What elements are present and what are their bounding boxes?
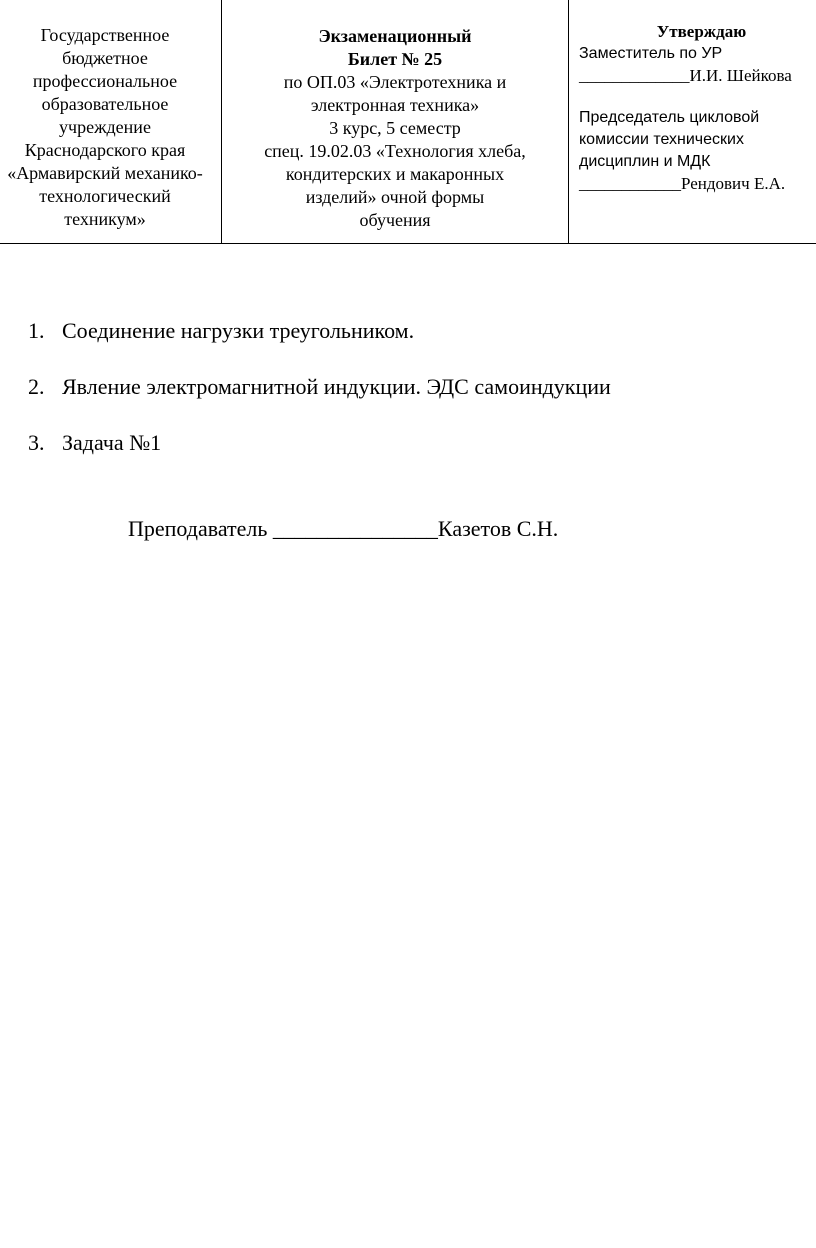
institution-line: учреждение <box>59 117 151 137</box>
institution-name <box>0 24 222 231</box>
approval-spacer <box>579 87 816 107</box>
question-number: 2. <box>28 374 45 399</box>
institution-line: технологический <box>39 186 171 206</box>
ticket-line: электронная техника» <box>310 95 480 115</box>
ticket-line: изделий» очной формы <box>305 187 485 207</box>
list-item <box>28 372 611 402</box>
approval-title: Утверждаю <box>656 22 747 41</box>
ticket-line: спец. 19.02.03 «Технология хлеба, <box>264 141 526 161</box>
chair-line: Председатель цикловой <box>579 109 760 126</box>
deputy-signature-line: _____________И.И. Шейкова <box>579 66 792 85</box>
ticket-cell <box>222 0 569 244</box>
institution-line: Государственное <box>40 25 170 45</box>
deputy-position: Заместитель по УР <box>579 45 723 62</box>
ticket-header-table <box>0 0 816 244</box>
approval-cell <box>569 0 816 244</box>
ticket-title: Экзаменационный <box>318 26 472 46</box>
ticket-info <box>222 25 568 232</box>
institution-line: техникум» <box>64 209 146 229</box>
chair-line: комиссии технических <box>579 131 744 148</box>
question-number: 3. <box>28 430 45 455</box>
question-text: Соединение нагрузки треугольником. <box>62 318 415 343</box>
approval-block <box>579 21 816 195</box>
teacher-signature-line: Преподаватель _______________Казетов С.Н. <box>128 516 559 541</box>
question-number: 1. <box>28 318 45 343</box>
ticket-line: по ОП.03 «Электротехника и <box>283 72 507 92</box>
ticket-line: обучения <box>359 210 431 230</box>
ticket-line: 3 курс, 5 семестр <box>329 118 461 138</box>
institution-line: Краснодарского края <box>24 140 186 160</box>
chair-line: дисциплин и МДК <box>579 153 711 170</box>
institution-cell <box>0 0 222 244</box>
ticket-line: кондитерских и макаронных <box>285 164 505 184</box>
question-list <box>28 316 611 484</box>
institution-line: образовательное <box>41 94 169 114</box>
question-text: Явление электромагнитной индукции. ЭДС самоиндукции <box>62 374 611 399</box>
institution-line: «Армавирский механико- <box>7 163 203 183</box>
institution-line: профессиональное <box>32 71 178 91</box>
chair-signature-line: ____________Рендович Е.А. <box>579 174 786 193</box>
list-item <box>28 316 611 346</box>
institution-line: бюджетное <box>62 48 148 68</box>
question-text: Задача №1 <box>62 430 162 455</box>
list-item <box>28 428 611 458</box>
ticket-number: Билет № 25 <box>347 49 443 69</box>
